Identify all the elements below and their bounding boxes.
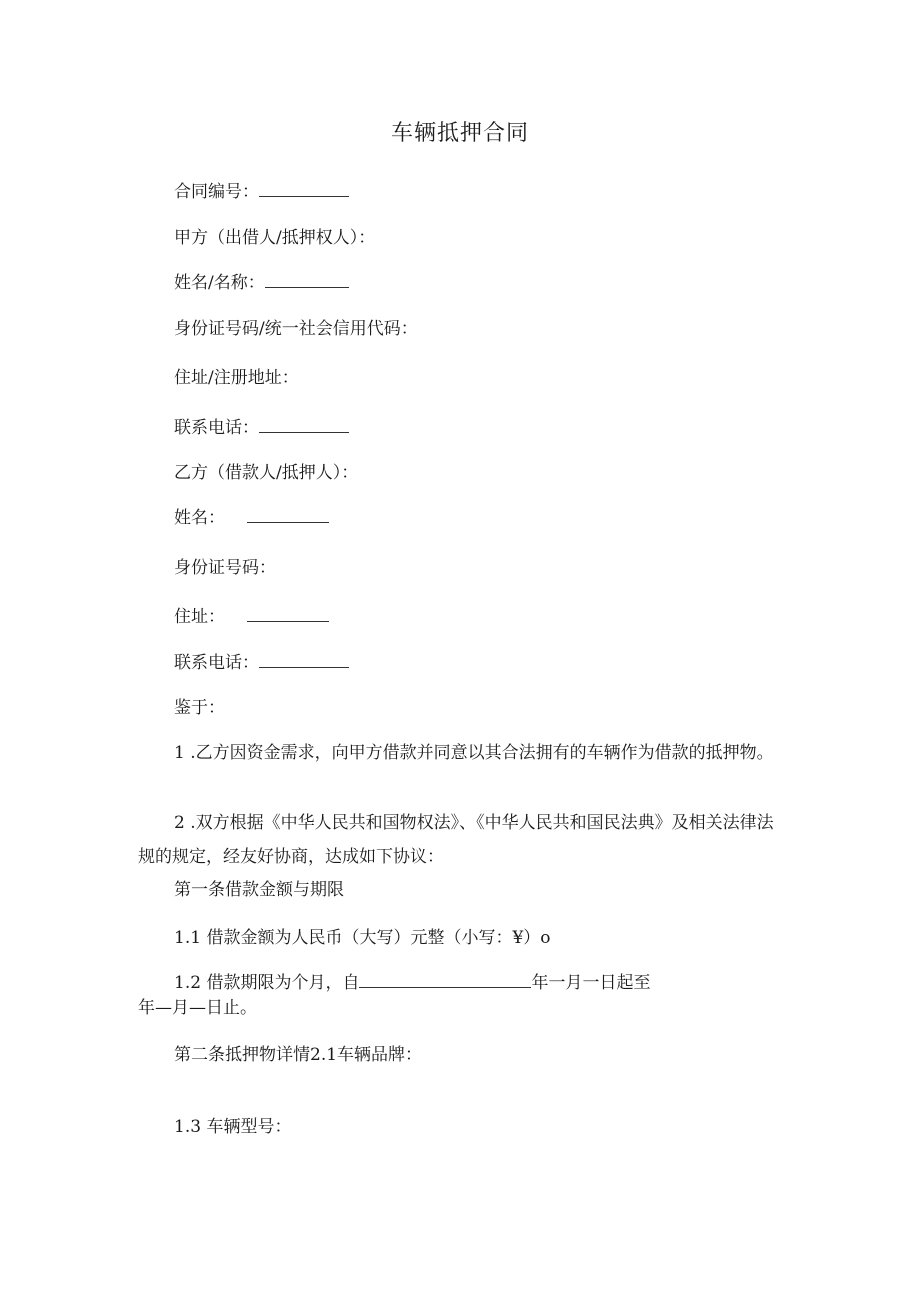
recital-2: 2 .双方根据《中华人民共和国物权法》、《中华人民共和国民法典》及相关法律法规的规定，经友好协商，达成如下协议： xyxy=(138,813,774,867)
party-a-phone-label: 联系电话： xyxy=(174,418,259,438)
contract-number-label: 合同编号： xyxy=(174,182,259,202)
party-b-address-blank[interactable] xyxy=(247,605,329,622)
article-2-title: 第二条抵押物详情2.1车辆品牌： xyxy=(174,1045,423,1065)
party-b-name-label: 姓名： xyxy=(174,508,225,528)
page-title: 车辆抵押合同 xyxy=(390,121,529,146)
party-a-phone-line xyxy=(174,416,349,440)
party-b-phone-line xyxy=(174,651,349,675)
party-a-name-label: 姓名/名称： xyxy=(174,273,265,293)
contract-number-line xyxy=(174,180,349,204)
party-a-phone-blank[interactable] xyxy=(259,416,349,433)
party-b-phone-blank[interactable] xyxy=(259,651,349,668)
clause-1-2-text-c: 年—月—日止。 xyxy=(138,998,257,1018)
party-a-address-label: 住址/注册地址： xyxy=(174,368,299,388)
clause-1-3: 1.3 车辆型号： xyxy=(174,1117,292,1137)
contract-number-blank[interactable] xyxy=(259,180,349,197)
whereas-label: 鉴于： xyxy=(174,698,225,718)
article-1-title: 第一条借款金额与期限 xyxy=(174,880,344,900)
party-a-header: 甲方（出借人/抵押权人）： xyxy=(174,228,376,248)
party-b-address-line xyxy=(174,605,329,629)
clause-1-2-text-a: 1.2 借款期限为个月，自 xyxy=(174,973,360,993)
clause-1-2-line xyxy=(174,971,650,995)
party-b-name-blank[interactable] xyxy=(247,506,329,523)
recital-1: 1 .乙方因资金需求，向甲方借款并同意以其合法拥有的车辆作为借款的抵押物。 xyxy=(174,743,774,763)
clause-1-2-text-b: 年一月一日起至 xyxy=(531,973,651,993)
party-b-id-label: 身份证号码： xyxy=(174,558,276,578)
party-a-id-label: 身份证号码/统一社会信用代码： xyxy=(174,319,418,339)
party-b-phone-label: 联系电话： xyxy=(174,653,259,673)
party-a-name-blank[interactable] xyxy=(265,271,349,288)
party-a-name-line xyxy=(174,271,349,295)
party-b-address-label: 住址： xyxy=(174,607,225,627)
party-b-header: 乙方（借款人/抵押人）： xyxy=(174,463,359,483)
loan-start-blank[interactable] xyxy=(359,971,531,988)
party-b-name-line xyxy=(174,506,329,530)
clause-1-1: 1.1 借款金额为人民币（大写）元整（小写：¥）o xyxy=(174,928,551,948)
